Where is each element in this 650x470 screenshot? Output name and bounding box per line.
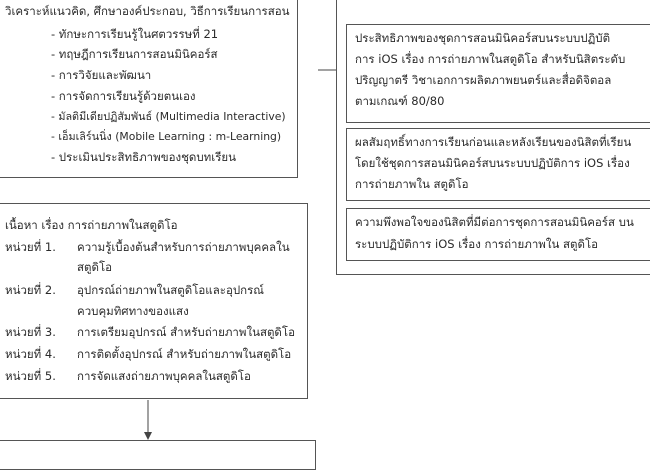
next-step-box [0,440,316,470]
outcome-text-line: โดยใช้ชุดการสอนมินิคอร์สบนระบบปฏิบัติการ iOS เรื่อง [355,156,630,170]
analysis-item: - เอ็มเลิร์นนิ่ง (Mobile Learning : m-Learning) [51,130,282,143]
outcome-box [346,208,650,261]
analysis-item: - มัลติมีเดียปฏิสัมพันธ์ (Multimedia Interactive) [51,110,286,123]
unit-label: หน่วยที่ 4. [5,347,56,361]
unit-label: หน่วยที่ 2. [5,283,56,297]
outcome-text-line: ประสิทธิภาพของชุดการสอนมินิคอร์สบนระบบปฏิบัติ [355,31,611,45]
unit-title-cont: ควบคุมทิศทางของแสง [77,304,189,318]
unit-title-cont: สตูดิโอ [77,260,113,274]
outcome-box [346,128,650,201]
analysis-item: - การจัดการเรียนรู้ด้วยตนเอง [51,89,196,103]
outcome-text-line: การ iOS เรื่อง การถ่ายภาพในสตูดิโอ สำหรับนิสิตระดับ [355,52,626,66]
content-heading: เนื้อหา เรื่อง การถ่ายภาพในสตูดิโอ [5,218,178,232]
arrow-down-icon [144,432,152,440]
analysis-heading: วิเคราะห์แนวคิด, ศึกษาองค์ประกอบ, วิธีการเรียนการสอน [5,4,290,18]
unit-title: การเตรียมอุปกรณ์ สำหรับถ่ายภาพในสตูดิโอ [77,325,295,339]
outcome-text-line: ตามเกณฑ์ 80/80 [355,94,445,108]
analysis-item: - ทักษะการเรียนรู้ในศตวรรษที่ 21 [51,27,219,41]
unit-label: หน่วยที่ 1. [5,240,56,254]
unit-label: หน่วยที่ 3. [5,325,56,339]
outcomes-frame [336,0,650,275]
unit-title: การติดตั้งอุปกรณ์ สำหรับถ่ายภาพในสตูดิโอ [77,347,292,361]
outcome-text-line: ผลสัมฤทธิ์ทางการเรียนก่อนและหลังเรียนของนิสิตที่เรียน [355,135,632,149]
content-box [0,203,308,399]
outcome-text-line: ปริญญาตรี วิชาเอกการผลิตภาพยนตร์และสื่อดิจิตอล [355,73,612,87]
unit-label: หน่วยที่ 5. [5,369,56,383]
outcome-text-line: การถ่ายภาพใน สตูดิโอ [355,177,469,191]
outcome-box [346,24,650,123]
outcome-text-line: ระบบปฏิบัติการ iOS เรื่อง การถ่ายภาพใน สตูดิโอ [355,237,599,251]
analysis-item: - ทฤษฎีการเรียนการสอนมินิคอร์ส [51,47,218,61]
unit-title: ความรู้เบื้องต้นสำหรับการถ่ายภาพบุคคลใน [77,240,290,254]
unit-title: อุปกรณ์ถ่ายภาพในสตูดิโอและอุปกรณ์ [77,283,264,297]
analysis-item: - ประเมินประสิทธิภาพของชุดบทเรียน [51,150,236,164]
outcome-text-line: ความพึงพอใจของนิสิตที่มีต่อการชุดการสอนมินิคอร์ส บน [355,215,634,229]
unit-title: การจัดแสงถ่ายภาพบุคคลในสตูดิโอ [77,369,251,383]
analysis-box [0,0,298,178]
analysis-item: - การวิจัยและพัฒนา [51,68,152,82]
